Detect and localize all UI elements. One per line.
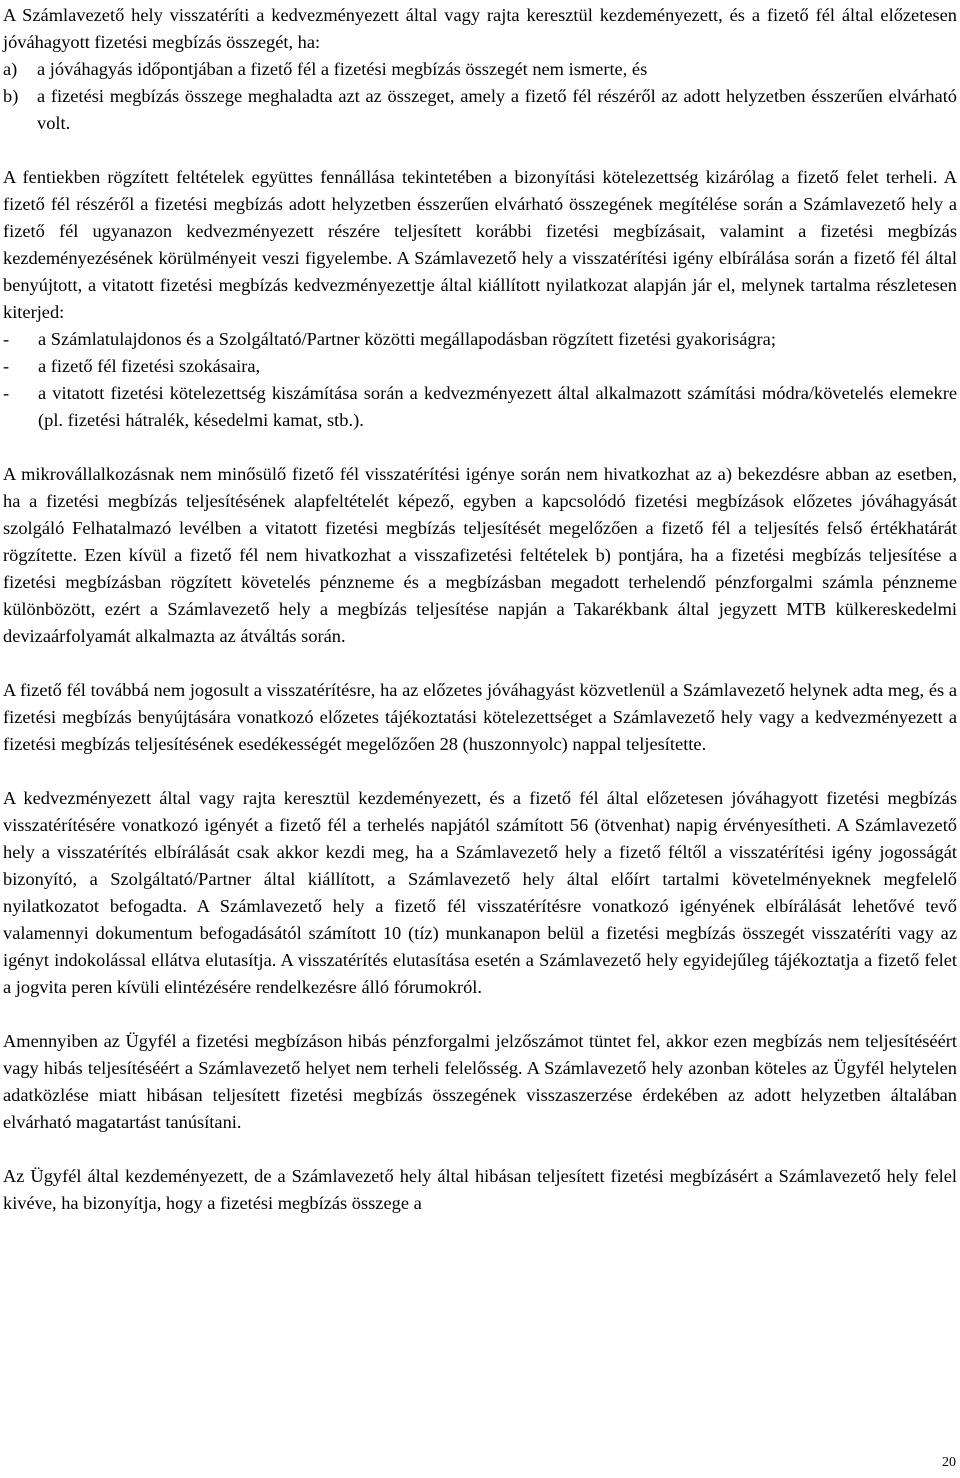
list-item-dash: - — [3, 329, 10, 349]
paragraph-spacer — [3, 434, 957, 461]
burden-of-proof-paragraph: A fentiekben rögzített feltételek együttes fennállása tekintetében a bizonyítási kötelezettség kizárólag a fizető felet terheli. A fizető fél részéről a fizetési megbízás adott helyzetben ésszerűen elvárható összegének megítélése során a Számlavezető hely a fizető fél ugyanazon kedvezményezett részére teljesített korábbi fizetési megbízásait, valamint a fizetési megbízás kezdeményezésének körülményeit veszi figyelembe. A Számlavezető hely a visszatérítési igény elbírálása során a fizető fél által benyújtott, a vitatott fizetési megbízás kedvezményezettje által kiállított nyilatkozat alapján jár el, melynek tartalma részletesen kiterjed: — [3, 167, 957, 322]
list-item-dash: - — [3, 383, 10, 403]
list-item-text: a Számlatulajdonos és a Szolgáltató/Partner közötti megállapodásban rögzített fizetési gyakoriságra; — [38, 329, 776, 349]
not-entitled-paragraph: A fizető fél továbbá nem jogosult a visszatérítésre, ha az előzetes jóváhagyást közvetlenül a Számlavezető helynek adta meg, és a fizetési megbízás benyújtására vonatkozó előzetes tájékoztatási kötelezettséget a Számlavezető hely vagy a kedvezményezett a fizetési megbízás teljesítésének esedékességét megelőzően 28 (huszonnyolc) nappal teljesítette. — [3, 680, 957, 754]
list-item-text: a vitatott fizetési kötelezettség kiszámítása során a kedvezményezett által alkalmazott számítási módra/követelés elemekre (pl. fizetési hátralék, késedelmi kamat, stb.). — [38, 383, 957, 430]
condition-b-text: a fizetési megbízás összege meghaladta azt az összeget, amely a fizető fél részéről az adott helyzetben ésszerűen elvárható volt. — [37, 86, 957, 133]
condition-a-text: a jóváhagyás időpontjában a fizető fél a fizetési megbízás összegét nem ismerte, és — [37, 59, 648, 79]
wrong-account-number-paragraph: Amennyiben az Ügyfél a fizetési megbízáson hibás pénzforgalmi jelzőszámot tüntet fel, akkor ezen megbízás nem teljesítéséért vagy hibás teljesítéséért a Számlavezető helyet nem terheli felelősség. A Számlavezető hely azonban köteles az Ügyfél helytelen adatközlése miatt hibásan teljesített fizetési megbízás összegének visszaszerzése érdekében az adott helyzetben általában elvárható magatartást tanúsítani. — [3, 1031, 957, 1132]
faulty-execution-paragraph: Az Ügyfél által kezdeményezett, de a Számlavezető hely által hibásan teljesített fizetési megbízásért a Számlavezető hely felel kivéve, ha bizonyítja, hogy a fizetési megbízás összege a — [3, 1166, 957, 1213]
list-item — [3, 326, 957, 353]
condition-b-marker: b) — [3, 86, 19, 106]
condition-a-marker: a) — [3, 59, 18, 79]
page-number: 20 — [942, 1455, 956, 1470]
list-item-text: a fizető fél fizetési szokásaira, — [38, 356, 261, 376]
intro-paragraph: A Számlavezető hely visszatéríti a kedvezményezett által vagy rajta keresztül kezdeményezett, és a fizető fél által előzetesen jóváhagyott fizetési megbízás összegét, ha: — [3, 5, 957, 52]
paragraph-spacer — [3, 1136, 957, 1163]
paragraph-spacer — [3, 1001, 957, 1028]
condition-a — [3, 56, 957, 83]
list-item — [3, 353, 957, 380]
claim-deadline-paragraph: A kedvezményezett által vagy rajta keresztül kezdeményezett, és a fizető fél által előzetesen jóváhagyott fizetési megbízás visszatérítésére vonatkozó igényét a fizető fél a terhelés napjától számított 56 (ötvenhat) napig érvényesítheti. A Számlavezető hely a visszatérítés elbírálását csak akkor kezdi meg, ha a Számlavezető hely a fizető féltől a visszatérítési igény jogosságát bizonyító, a Szolgáltató/Partner által kiállított, a Számlavezető hely által előírt tartalmi követelményeknek megfelelő nyilatkozatot befogadta. A Számlavezető hely a fizető fél visszatérítésre vonatkozó igényének elbírálását lehetővé tevő valamennyi dokumentum befogadásától számított 10 (tíz) munkanapon belül a fizetési megbízás összegét visszatéríti vagy az igényt indokolással ellátva elutasítja. A visszatérítés elutasítása esetén a Számlavezető hely egyidejűleg tájékoztatja a fizető felet a jogvita peren kívüli elintézésére rendelkezésre álló fórumokról. — [3, 788, 957, 997]
paragraph-spacer — [3, 650, 957, 677]
paragraph-spacer — [3, 758, 957, 785]
microenterprise-paragraph: A mikrovállalkozásnak nem minősülő fizető fél visszatérítési igénye során nem hivatkozhat az a) bekezdésre abban az esetben, ha a fizetési megbízás teljesítésének alapfeltételét képező, egyben a kapcsolódó fizetési megbízások előzetes jóváhagyását szolgáló Felhatalmazó levélben a vitatott fizetési megbízás teljesítését megelőzően a fizető fél a teljesítés felső értékhatárát rögzítette. Ezen kívül a fizető fél nem hivatkozhat a visszafizetési feltételek b) pontjára, ha a fizetési megbízás teljesítése a fizetési megbízásban rögzített követelés pénzneme és a megbízásban megadott terhelendő pénzforgalmi számla pénzneme különbözött, ezért a Számlavezető hely a megbízás teljesítése napján a Takarékbank által jegyzett MTB külkereskedelmi devizaárfolyamát alkalmazta az átváltás során. — [3, 464, 957, 646]
document-page — [3, 2, 957, 1217]
list-item — [3, 380, 957, 434]
condition-b — [3, 83, 957, 137]
paragraph-spacer — [3, 137, 957, 164]
list-item-dash: - — [3, 356, 10, 376]
